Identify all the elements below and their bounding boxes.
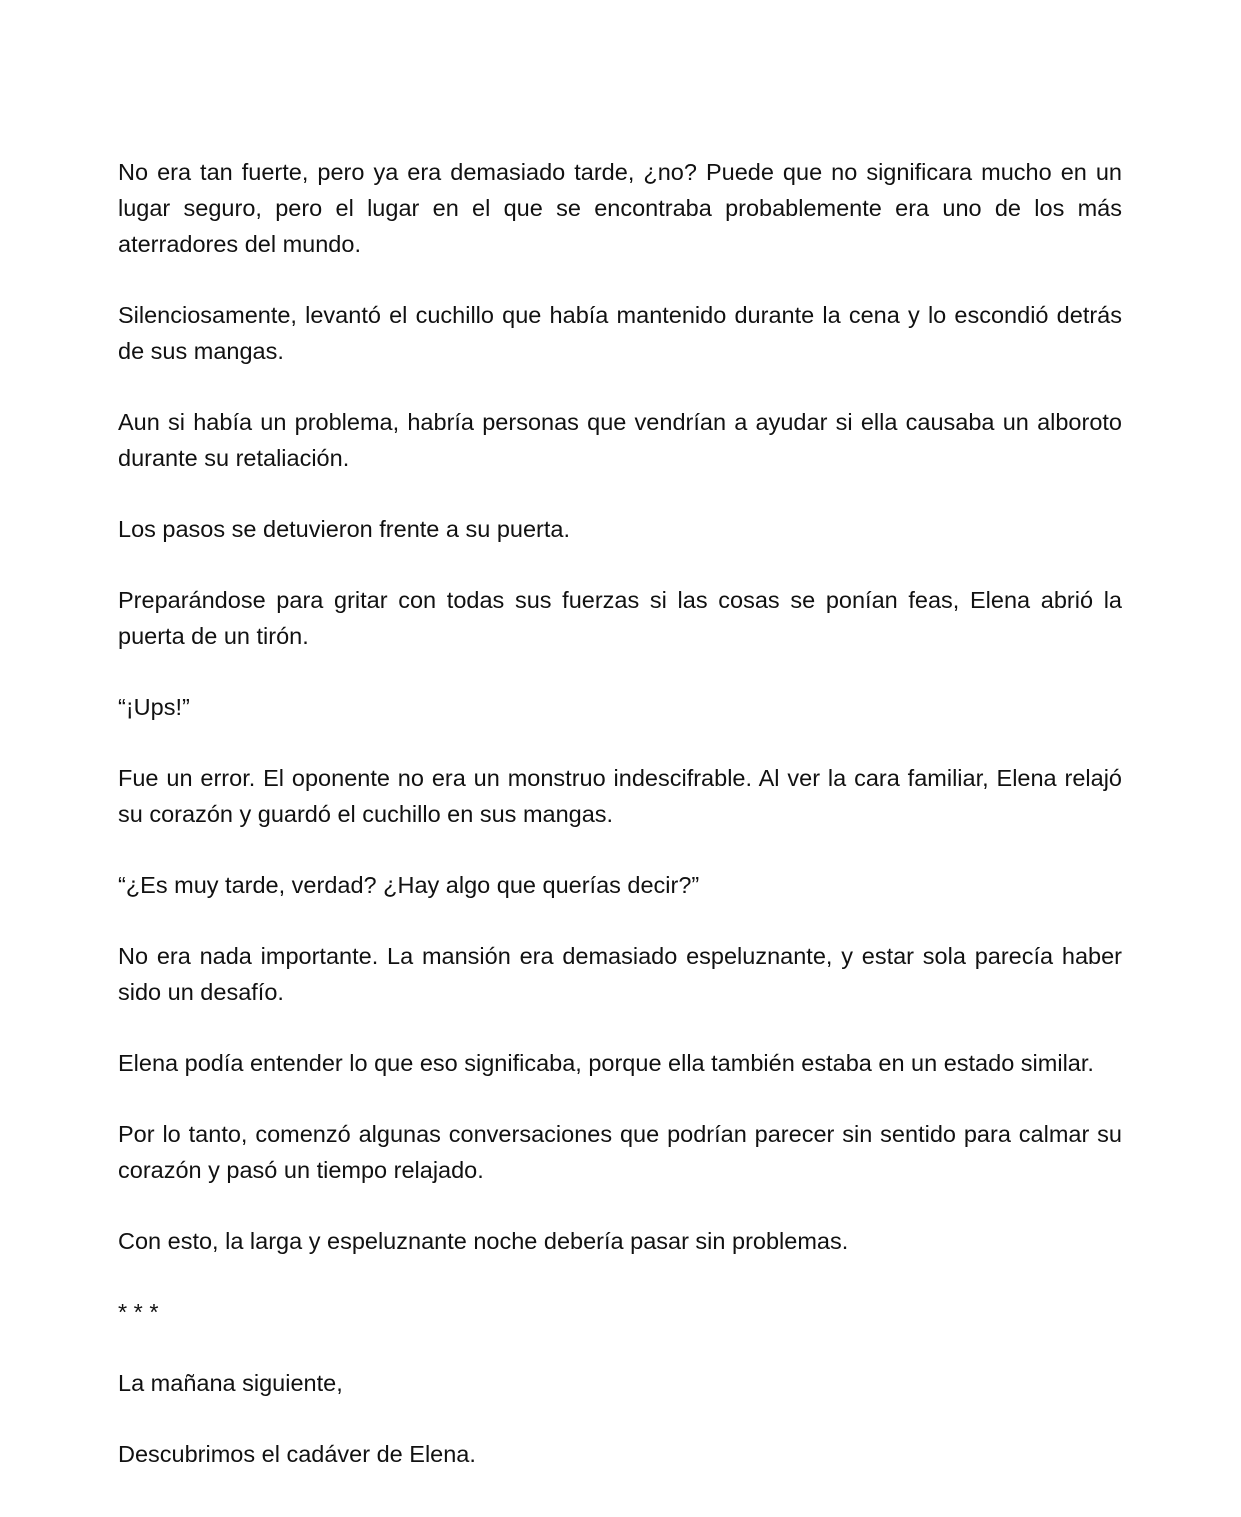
- paragraph-3: Aun si había un problema, habría personas que vendrían a ayudar si ella causaba un alboroto durante su retaliación.: [118, 409, 1122, 471]
- paragraph-9: No era nada importante. La mansión era demasiado espeluznante, y estar sola parecía haber sido un desafío.: [118, 943, 1122, 1005]
- paragraph-11: Por lo tanto, comenzó algunas conversaciones que podrían parecer sin sentido para calmar su corazón y pasó un tiempo relajado.: [118, 1121, 1122, 1183]
- paragraph-2: Silenciosamente, levantó el cuchillo que había mantenido durante la cena y lo escondió detrás de sus mangas.: [118, 302, 1122, 364]
- paragraph-1: No era tan fuerte, pero ya era demasiado tarde, ¿no? Puede que no significara mucho en un lugar seguro, pero el lugar en el que se encontraba probablemente era uno de los más aterradores del mundo.: [118, 159, 1122, 257]
- paragraph-12: Con esto, la larga y espeluznante noche debería pasar sin problemas.: [118, 1228, 849, 1254]
- paragraph-15: Descubrimos el cadáver de Elena.: [118, 1441, 476, 1467]
- paragraph-14: La mañana siguiente,: [118, 1370, 343, 1396]
- paragraph-7: Fue un error. El oponente no era un monstruo indescifrable. Al ver la cara familiar, Elena relajó su corazón y guardó el cuchillo en sus mangas.: [118, 765, 1122, 827]
- dialogue-question: “¿Es muy tarde, verdad? ¿Hay algo que querías decir?”: [118, 872, 700, 898]
- paragraph-4: Los pasos se detuvieron frente a su puerta.: [118, 516, 571, 542]
- paragraph-10: Elena podía entender lo que eso significaba, porque ella también estaba en un estado similar.: [118, 1050, 1094, 1076]
- scene-break: * * *: [118, 1299, 159, 1325]
- document-body: [118, 154, 1122, 1507]
- dialogue-ups: “¡Ups!”: [118, 694, 190, 720]
- paragraph-5: Preparándose para gritar con todas sus fuerzas si las cosas se ponían feas, Elena abrió la puerta de un tirón.: [118, 587, 1122, 649]
